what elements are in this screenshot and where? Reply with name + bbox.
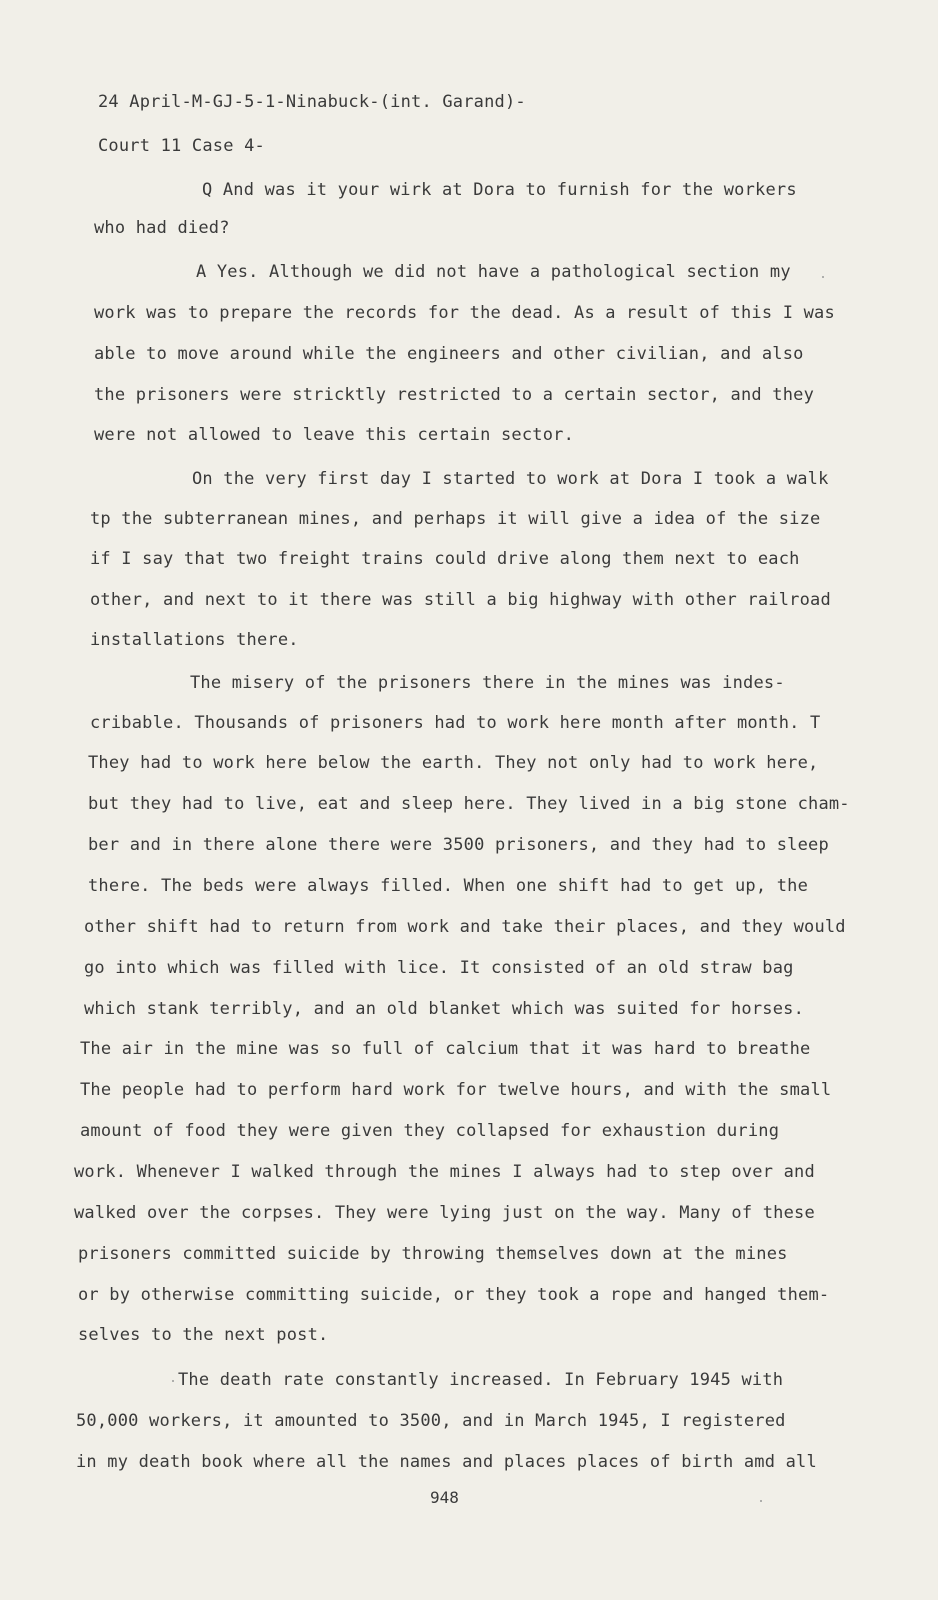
paper-speck [172,1380,174,1382]
text-line: work was to prepare the records for the dead. As a result of this I was [94,303,835,323]
text-line: amount of food they were given they collapsed for exhaustion during [80,1121,780,1141]
paper-speck [822,276,824,278]
text-line: A Yes. Although we did not have a pathological section my [196,262,791,282]
text-line: 50,000 workers, it amounted to 3500, and in March 1945, I registered [76,1411,786,1431]
text-line: walked over the corpses. They were lying just on the way. Many of these [74,1203,815,1223]
text-line: tp the subterranean mines, and perhaps it will give a idea of the size [90,509,821,529]
text-line: but they had to live, eat and sleep here. They lived in a big stone cham- [88,794,850,814]
text-line: The people had to perform hard work for twelve hours, and with the small [80,1080,832,1100]
text-line: They had to work here below the earth. They not only had to work here, [88,753,819,773]
text-line: go into which was filled with lice. It consisted of an old straw bag [84,958,794,978]
text-line: prisoners committed suicide by throwing themselves down at the mines [78,1244,788,1264]
text-line: or by otherwise committing suicide, or they took a rope and hanged them- [78,1285,830,1305]
text-line: installations there. [90,630,299,650]
header-line-2: Court 11 Case 4- [98,136,265,156]
text-line: selves to the next post. [78,1325,329,1345]
header-line-1: 24 April-M-GJ-5-1-Ninabuck-(int. Garand)- [98,92,526,112]
text-line: if I say that two freight trains could drive along them next to each [90,549,800,569]
text-line: work. Whenever I walked through the mines I always had to step over and [74,1162,815,1182]
text-line: The death rate constantly increased. In February 1945 with [178,1370,784,1390]
text-line: in my death book where all the names and places places of birth amd all [76,1452,817,1472]
text-line: able to move around while the engineers and other civilian, and also [94,344,804,364]
text-line: which stank terribly, and an old blanket which was suited for horses. [84,999,805,1019]
page-number: 948 [430,1488,459,1507]
text-line: who had died? [94,218,230,238]
text-line: Q And was it your wirk at Dora to furnish for the workers [202,180,797,200]
text-line: The air in the mine was so full of calcium that it was hard to breathe [80,1039,811,1059]
text-line: other, and next to it there was still a big highway with other railroad [90,590,831,610]
paper-speck [760,1500,762,1502]
text-line: The misery of the prisoners there in the mines was indes- [190,673,785,693]
text-line: On the very first day I started to work at Dora I took a walk [192,469,829,489]
text-line: ber and in there alone there were 3500 prisoners, and they had to sleep [88,835,829,855]
text-line: there. The beds were always filled. When one shift had to get up, the [88,876,809,896]
text-line: were not allowed to leave this certain sector. [94,425,575,445]
text-line: the prisoners were stricktly restricted to a certain sector, and they [94,385,815,405]
text-line: cribable. Thousands of prisoners had to work here month after month. T [90,713,821,733]
text-line: other shift had to return from work and take their places, and they would [84,917,846,937]
